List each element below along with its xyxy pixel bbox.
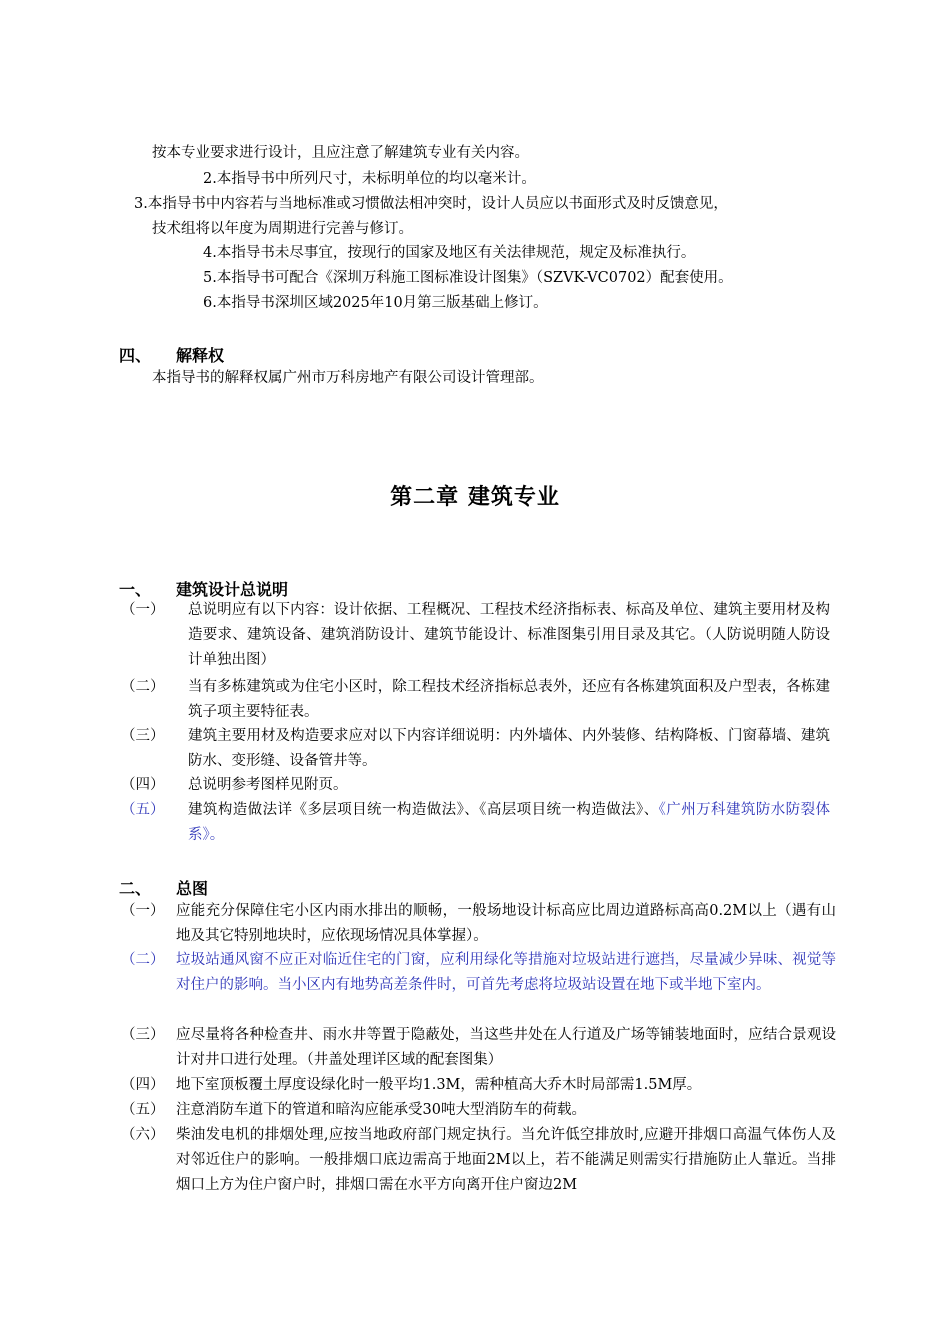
section-number: 一、 bbox=[119, 580, 152, 599]
section-number: 二、 bbox=[119, 879, 152, 898]
item-text: 总说明参考图样见附页。 bbox=[188, 777, 348, 793]
text-line: 2.本指导书中所列尺寸，未标明单位的均以毫米计。 bbox=[203, 171, 536, 187]
item-number: （四） bbox=[121, 777, 165, 793]
item-number: （二） bbox=[121, 952, 165, 968]
item-number: （四） bbox=[121, 1077, 165, 1093]
chapter-title: 第二章 建筑专业 bbox=[390, 485, 560, 510]
item-text: 地下室顶板覆土厚度设绿化时一般平均1.3M，需种植高大乔木时局部需1.5M厚。 bbox=[176, 1077, 702, 1093]
item-number: （三） bbox=[121, 1027, 165, 1043]
section-heading: 建筑设计总说明 bbox=[176, 580, 289, 599]
section-heading: 解释权 bbox=[176, 346, 225, 365]
section-number: 四、 bbox=[119, 346, 152, 365]
item-number: （一） bbox=[121, 602, 165, 618]
item-text: 柴油发电机的排烟处理,应按当地政府部门规定执行。当允许低空排放时,应避开排烟口高温气体伤人及对邻近住户的影响。一般排烟口底边需高于地面2M以上，若不能满足则需实行措施防止人靠近。当排烟口上方为住户窗户时，排烟口需在水平方向离开住户窗边2M bbox=[176, 1127, 836, 1193]
item-text: 注意消防车道下的管道和暗沟应能承受30吨大型消防车的荷载。 bbox=[176, 1102, 586, 1118]
item-text: 应能充分保障住宅小区内雨水排出的顺畅，一般场地设计标高应比周边道路标高高0.2M以上（遇有山地及其它特别地块时，应依现场情况具体掌握）。 bbox=[176, 903, 836, 944]
text-line: 4.本指导书未尽事宜，按现行的国家及地区有关法律规范，规定及标准执行。 bbox=[203, 245, 696, 261]
item-number: （五） bbox=[121, 1102, 165, 1118]
item-number: （一） bbox=[121, 903, 165, 919]
section-heading: 总图 bbox=[176, 879, 209, 898]
item-text bbox=[188, 798, 830, 848]
item-number: （三） bbox=[121, 728, 165, 744]
text-line: 6.本指导书深圳区域2025年10月第三版基础上修订。 bbox=[203, 295, 548, 311]
text-line: 按本专业要求进行设计，且应注意了解建筑专业有关内容。 bbox=[152, 145, 529, 161]
item-text-part: 建筑构造做法详《多层项目统一构造做法》、《高层项目统一构造做法》、 bbox=[188, 802, 659, 818]
item-number: （六） bbox=[121, 1127, 165, 1143]
item-number: （五） bbox=[121, 802, 165, 818]
item-text-link: 《广州万科建筑防水防裂体系》。 bbox=[188, 802, 830, 843]
text-line: 5.本指导书可配合《深圳万科施工图标准设计图集》（SZVK-VC0702）配套使用。 bbox=[203, 270, 733, 286]
item-text: 垃圾站通风窗不应正对临近住宅的门窗，应利用绿化等措施对垃圾站进行遮挡，尽量减少异味、视觉等对住户的影响。当小区内有地势高差条件时，可首先考虑将垃圾站设置在地下或半地下室内。 bbox=[176, 952, 836, 993]
text-line: 3.本指导书中内容若与当地标准或习惯做法相冲突时，设计人员应以书面形式及时反馈意见， bbox=[134, 196, 728, 212]
item-number: （二） bbox=[121, 679, 165, 695]
item-text: 总说明应有以下内容：设计依据、工程概况、工程技术经济指标表、标高及单位、建筑主要用材及构造要求、建筑设备、建筑消防设计、建筑节能设计、标准图集引用目录及其它。（人防说明随人防设计单独出图） bbox=[188, 602, 830, 668]
item-text: 应尽量将各种检查井、雨水井等置于隐蔽处，当这些井处在人行道及广场等铺装地面时，应结合景观设计对井口进行处理。（井盖处理详区域的配套图集） bbox=[176, 1027, 836, 1068]
item-text: 当有多栋建筑或为住宅小区时，除工程技术经济指标总表外，还应有各栋建筑面积及户型表，各栋建筑子项主要特征表。 bbox=[188, 679, 830, 720]
item-text: 建筑主要用材及构造要求应对以下内容详细说明：内外墙体、内外装修、结构降板、门窗幕墙、建筑防水、变形缝、设备管井等。 bbox=[188, 728, 830, 769]
section-text: 本指导书的解释权属广州市万科房地产有限公司设计管理部。 bbox=[152, 370, 544, 386]
text-line: 技术组将以年度为周期进行完善与修订。 bbox=[152, 221, 413, 237]
